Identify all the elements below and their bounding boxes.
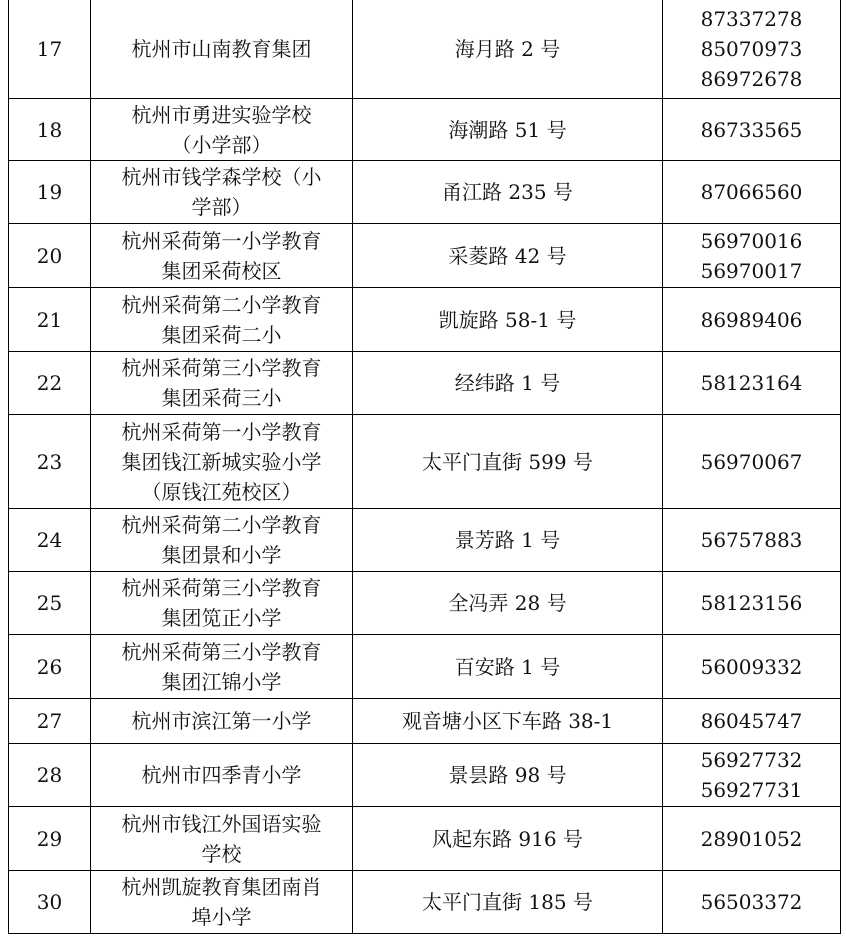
row-number: 17: [36, 36, 63, 61]
address-cell: [353, 807, 663, 871]
address-text: 景芳路 1 号: [454, 528, 561, 552]
row-number: 18: [36, 117, 63, 142]
school-name-cell: [91, 288, 353, 352]
phone-number: 56009332: [700, 654, 803, 679]
row-number-cell: [9, 744, 91, 807]
row-number-cell: [9, 635, 91, 699]
school-name-line: 集团江锦小学: [161, 669, 282, 694]
phone-number: 58123156: [700, 591, 803, 615]
school-name-line: 杭州采荷第三小学教育: [121, 576, 322, 600]
phone-cell: [663, 224, 841, 288]
row-number-cell: [9, 161, 91, 224]
phone-number: 56927731: [700, 778, 803, 802]
school-name-cell: [91, 0, 353, 99]
row-number-cell: [9, 509, 91, 572]
address-cell: [353, 415, 663, 509]
school-name-cell: [91, 99, 353, 161]
address-cell: [353, 871, 663, 934]
row-number-cell: [9, 288, 91, 352]
table-row: [9, 744, 841, 807]
row-number-cell: [9, 572, 91, 635]
school-name-line: 杭州采荷第一小学教育: [121, 228, 322, 253]
phone-number: 85070973: [700, 36, 803, 61]
row-number: 20: [36, 243, 63, 268]
phone-number: 87337278: [700, 6, 803, 31]
table-row: [9, 635, 841, 699]
school-name-line: 学校: [201, 841, 242, 866]
address-text: 风起东路 916 号: [432, 826, 583, 851]
phone-number: 86972678: [700, 66, 803, 91]
school-name-cell: [91, 352, 353, 415]
phone-number: 28901052: [700, 826, 803, 851]
address-text: 海月路 2 号: [454, 36, 561, 61]
row-number-cell: [9, 807, 91, 871]
school-name-line: 杭州市山南教育集团: [131, 36, 312, 61]
table-row: [9, 572, 841, 635]
address-cell: [353, 635, 663, 699]
phone-cell: [663, 288, 841, 352]
address-cell: [353, 0, 663, 99]
phone-number: 86989406: [700, 307, 803, 332]
phone-number: 56970067: [700, 449, 803, 474]
address-text: 全冯弄 28 号: [448, 591, 567, 615]
address-cell: [353, 161, 663, 224]
school-name-line: 集团采荷校区: [161, 258, 282, 283]
phone-cell: [663, 744, 841, 807]
phone-number: 86733565: [700, 117, 803, 142]
school-name-line: 杭州采荷第三小学教育: [121, 639, 322, 664]
row-number-cell: [9, 415, 91, 509]
school-name-line: 埠小学: [191, 905, 252, 929]
address-cell: [353, 288, 663, 352]
phone-number: 58123164: [700, 371, 803, 395]
phone-cell: [663, 572, 841, 635]
row-number-cell: [9, 0, 91, 99]
phone-number: 56970017: [700, 258, 803, 283]
school-name-line: 集团笕正小学: [161, 606, 282, 630]
school-name-line: 杭州采荷第三小学教育: [121, 356, 322, 380]
table-row: [9, 352, 841, 415]
address-text: 景昙路 98 号: [448, 763, 567, 787]
school-name-line: 杭州采荷第二小学教育: [121, 292, 322, 317]
address-cell: [353, 572, 663, 635]
address-cell: [353, 224, 663, 288]
phone-cell: [663, 352, 841, 415]
school-name-cell: [91, 871, 353, 934]
school-name-line: 杭州市四季青小学: [141, 763, 302, 787]
school-name-cell: [91, 635, 353, 699]
address-text: 凯旋路 58-1 号: [438, 307, 577, 332]
school-name-line: 杭州市钱江外国语实验: [121, 811, 322, 836]
phone-number: 56503372: [700, 890, 803, 914]
row-number-cell: [9, 871, 91, 934]
address-text: 甬江路 235 号: [442, 180, 573, 204]
school-name-cell: [91, 572, 353, 635]
row-number: 19: [36, 180, 63, 204]
address-cell: [353, 509, 663, 572]
school-name-cell: [91, 224, 353, 288]
address-cell: [353, 99, 663, 161]
row-number-cell: [9, 224, 91, 288]
address-text: 采菱路 42 号: [448, 243, 567, 268]
school-name-line: 学部）: [191, 195, 252, 219]
table-body: [9, 0, 841, 934]
phone-cell: [663, 0, 841, 99]
school-name-cell: [91, 161, 353, 224]
school-name-line: 集团采荷三小: [161, 386, 282, 410]
row-number: 23: [36, 449, 63, 474]
row-number: 28: [36, 763, 63, 787]
phone-number: 56970016: [700, 228, 803, 253]
address-cell: [353, 744, 663, 807]
school-directory-table: [8, 0, 841, 934]
school-name-cell: [91, 699, 353, 744]
school-name-line: 杭州采荷第一小学教育: [121, 419, 322, 444]
address-text: 经纬路 1 号: [454, 371, 561, 395]
table-row: [9, 415, 841, 509]
table-row: [9, 807, 841, 871]
phone-cell: [663, 871, 841, 934]
row-number: 27: [36, 709, 63, 733]
school-name-line: 杭州市滨江第一小学: [131, 709, 312, 733]
table-row: [9, 509, 841, 572]
phone-cell: [663, 699, 841, 744]
row-number: 24: [36, 528, 63, 552]
table-row: [9, 224, 841, 288]
address-text: 太平门直街 185 号: [422, 890, 593, 914]
school-name-line: 杭州市钱学森学校（小: [121, 165, 322, 189]
address-cell: [353, 699, 663, 744]
address-text: 百安路 1 号: [454, 654, 561, 679]
phone-cell: [663, 99, 841, 161]
table-row: [9, 99, 841, 161]
address-cell: [353, 352, 663, 415]
phone-number: 56927732: [700, 748, 803, 772]
table-row: [9, 288, 841, 352]
phone-number: 56757883: [700, 528, 803, 552]
school-name-line: 杭州市勇进实验学校: [131, 102, 312, 127]
table-row: [9, 871, 841, 934]
school-name-cell: [91, 744, 353, 807]
row-number: 22: [36, 371, 63, 395]
phone-cell: [663, 509, 841, 572]
table-row: [9, 161, 841, 224]
school-name-line: 集团钱江新城实验小学: [121, 449, 322, 474]
school-name-cell: [91, 415, 353, 509]
phone-cell: [663, 415, 841, 509]
phone-cell: [663, 161, 841, 224]
row-number-cell: [9, 352, 91, 415]
table-row: [9, 0, 841, 99]
address-text: 海潮路 51 号: [448, 117, 567, 142]
row-number-cell: [9, 699, 91, 744]
phone-cell: [663, 635, 841, 699]
phone-number: 86045747: [700, 709, 803, 733]
row-number: 30: [36, 890, 63, 914]
row-number-cell: [9, 99, 91, 161]
phone-cell: [663, 807, 841, 871]
school-name-line: 集团采荷二小: [161, 322, 282, 347]
row-number: 25: [36, 591, 63, 615]
row-number: 21: [36, 307, 63, 332]
school-name-line: 杭州采荷第二小学教育: [121, 513, 322, 537]
school-name-line: 集团景和小学: [161, 543, 282, 567]
row-number: 29: [36, 826, 63, 851]
school-name-line: （原钱江苑校区）: [141, 479, 302, 504]
school-name-cell: [91, 807, 353, 871]
school-name-line: （小学部）: [171, 132, 272, 157]
school-name-line: 杭州凯旋教育集团南肖: [121, 875, 322, 899]
table-row: [9, 699, 841, 744]
phone-number: 87066560: [700, 180, 803, 204]
school-name-cell: [91, 509, 353, 572]
address-text: 太平门直街 599 号: [422, 449, 593, 474]
address-text: 观音塘小区下车路 38-1: [401, 709, 614, 733]
row-number: 26: [36, 654, 63, 679]
